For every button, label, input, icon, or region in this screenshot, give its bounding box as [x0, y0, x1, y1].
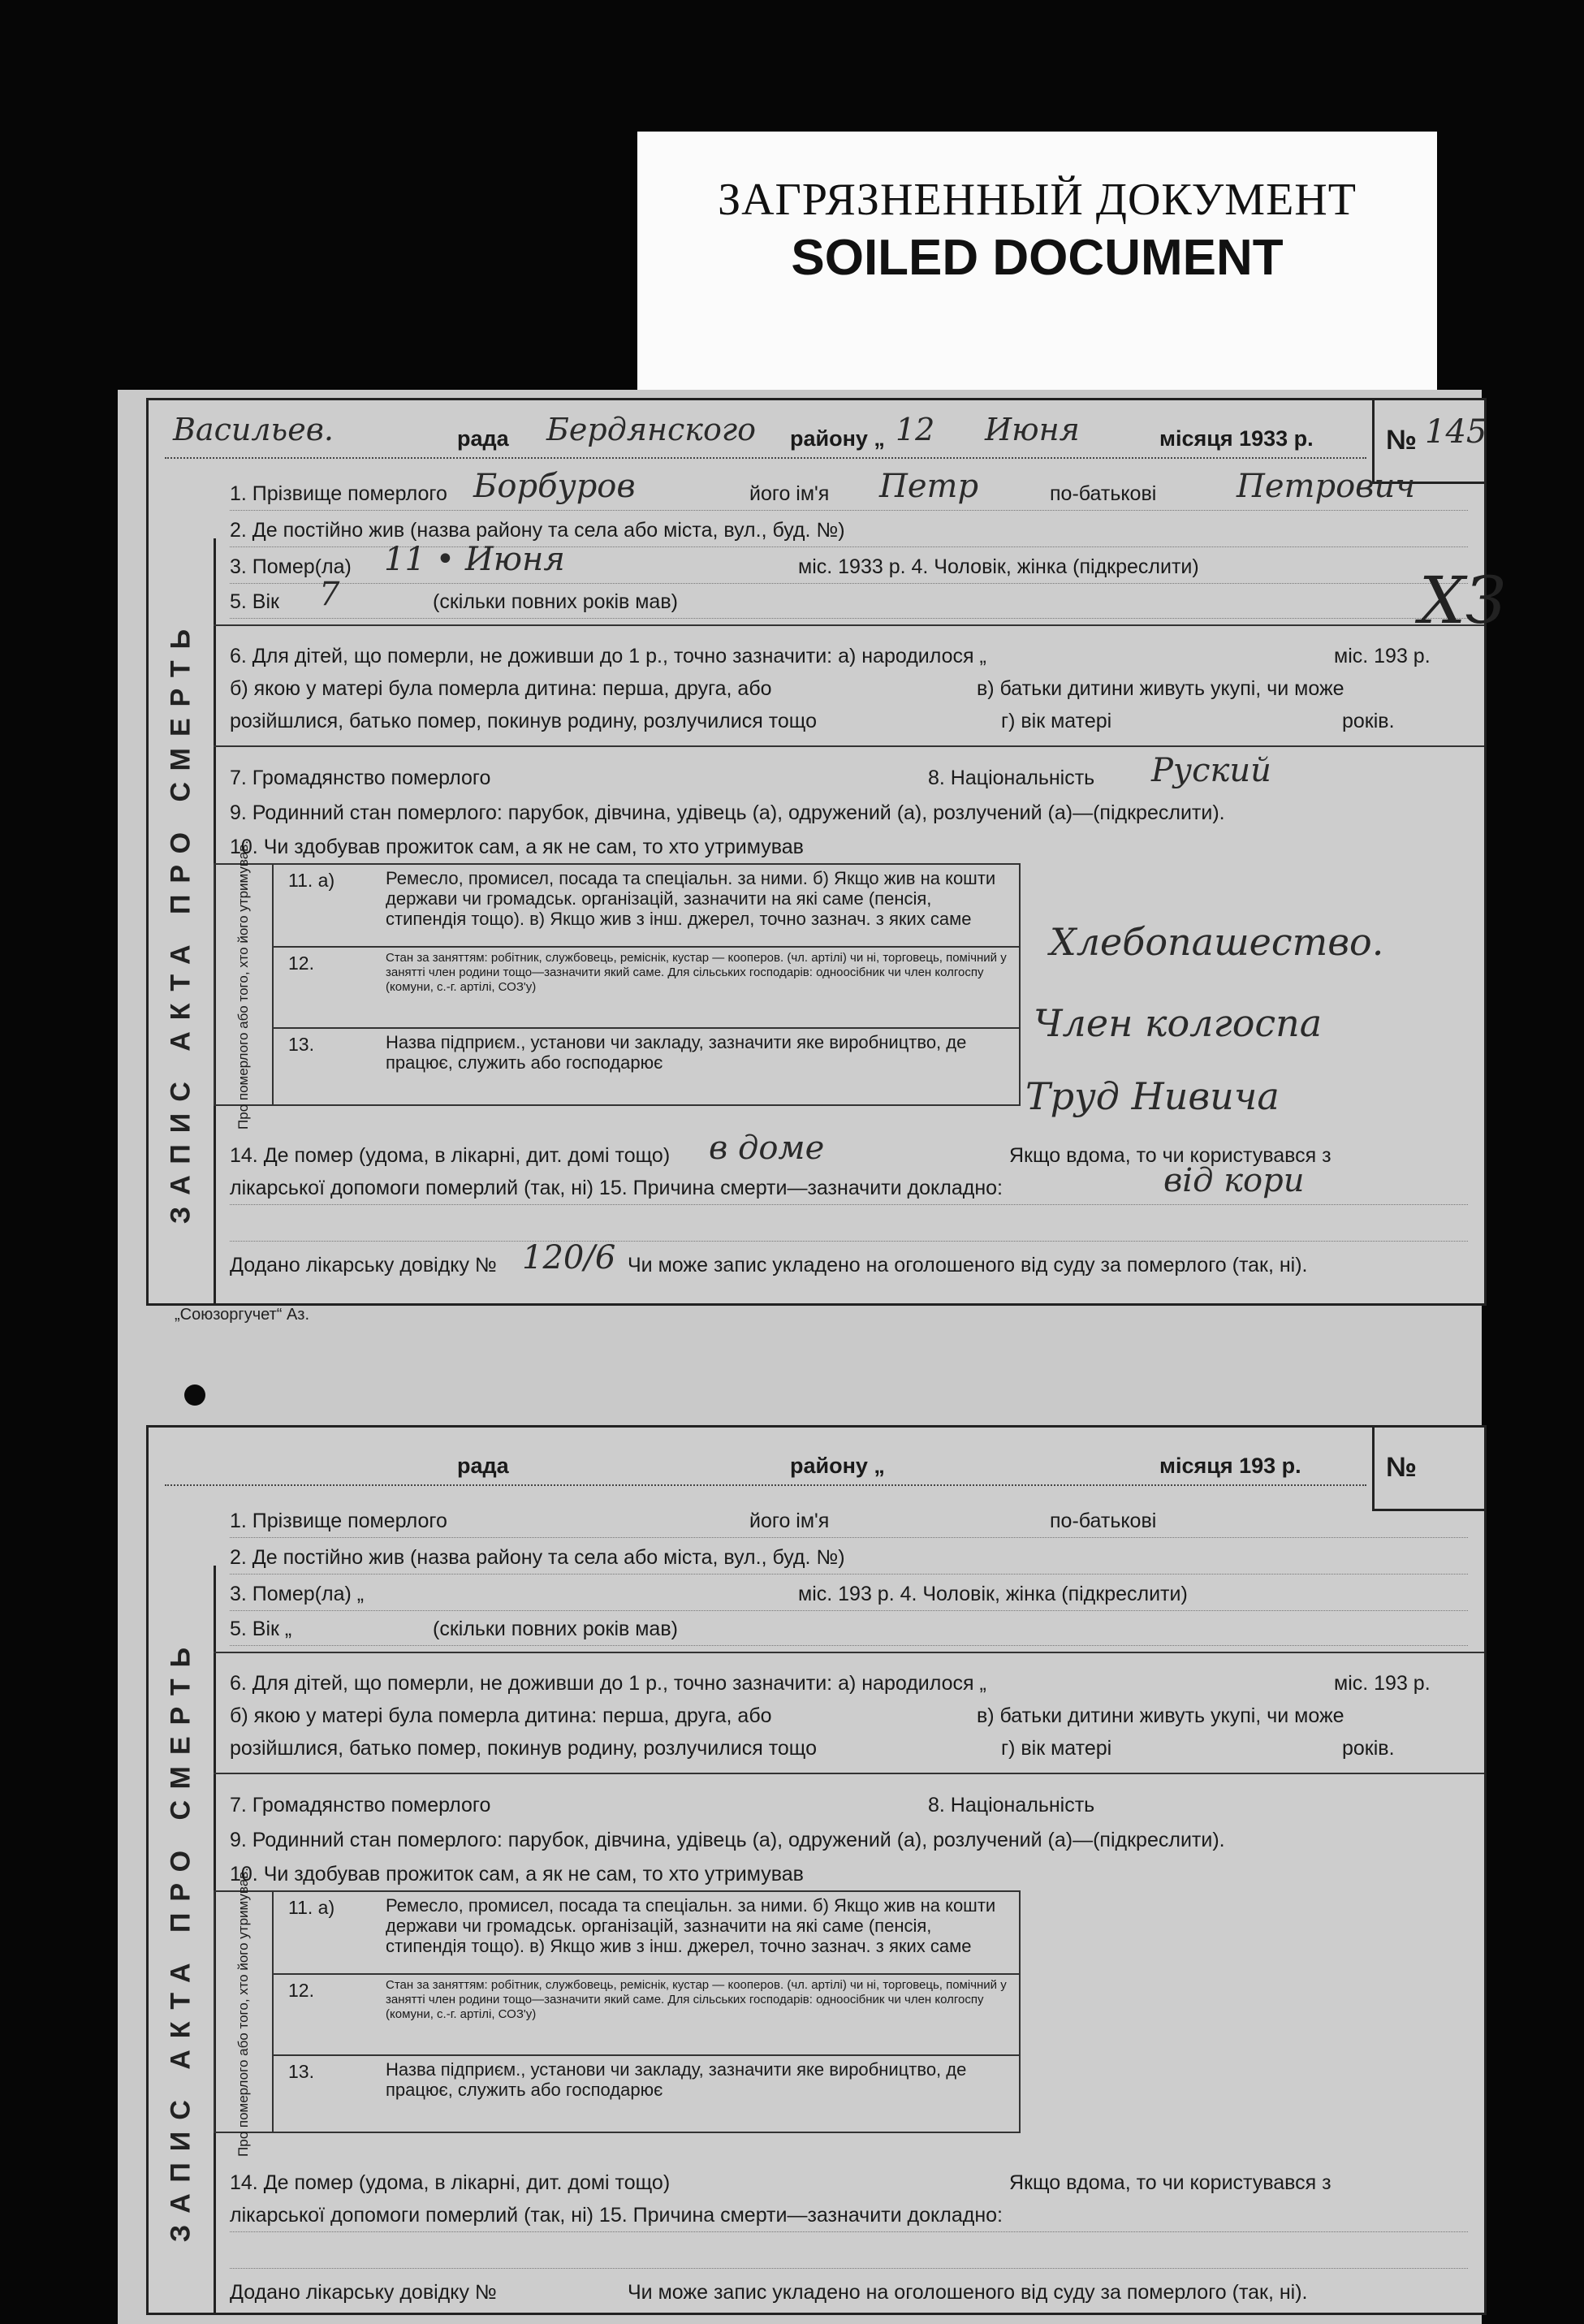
- form2-row-15: лікарської допомоги померлий (так, ні) 15. Причина смерти—зазначити докладно:: [230, 2199, 1468, 2232]
- form1-month-year-label: місяця 1933 р.: [1159, 426, 1314, 451]
- printer-note: „Союзоргучет“ Аз.: [175, 1306, 310, 1324]
- form2-cell-12: 12. Стан за заняттям: робітник, службовець, реміснік, кустар — кооперов. (чл. артілі) чи ні, торговець, помічний у занятті член родини тощо—зазначити який саме. Для сільських господарів: одноосібник чи член колгоспу (комуни, с.-г. артілі, СОЗ'у): [272, 1975, 1019, 2056]
- form2-number-box: [1372, 1428, 1484, 1511]
- form2-occupation-side-label: Про померлого або того, хто його утримував.: [215, 1892, 274, 2132]
- form1-row-2: 2. Де постійно жив (назва району та села або міста, вул., буд. №): [230, 514, 1468, 547]
- form1-place-of-death-hand: в доме: [709, 1130, 825, 1167]
- form2-row-6a: 6. Для дітей, що померли, не доживши до 1 р., точно зазначити: а) народилося „ міс. 193 р.: [230, 1672, 1431, 1695]
- form2-cell-11: 11. а) Ремесло, промисел, посада та спеціальн. за ними. б) Якщо жив на кошти держави чи громадськ. організацій, зазначити на які саме (пенсія, стипендія тощо). в) Якщо жив з інш. джерел, точно зазнач. з яких саме: [272, 1892, 1019, 1975]
- form2-cell-13: 13. Назва підприєм., установи чи закладу, зазначити яке виробництво, де працює, служить або господарює: [288, 2059, 967, 2100]
- form1-occupation-hand: Хлебопашество.: [1050, 920, 1384, 964]
- form2-row-10: 10. Чи здобував прожиток сам, а як не сам, то хто утримував: [230, 1863, 804, 1886]
- form2-row-2: 2. Де постійно жив (назва району та села або міста, вул., буд. №): [230, 1541, 1468, 1575]
- form2-row-16: Додано лікарську довідку № Чи може запис укладено на оголошеного від суду за померлого (так, ні).: [230, 2281, 1308, 2304]
- form1-margin-mark: ХЗ: [1419, 563, 1506, 638]
- form1-row-5: 5. Вік 7 (скільки повних років мав): [230, 585, 1468, 619]
- form1-number-value: 145: [1425, 413, 1487, 451]
- form2-month-year-label: місяця 193 р.: [1159, 1454, 1301, 1478]
- form2-separator-2: [214, 1773, 1484, 1774]
- form1-row-6b: б) якою у матері була померла дитина: перша, друга, або в) батьки дитини живуть укупі, чи може: [230, 677, 1344, 700]
- form1-row-14: 14. Де помер (удома, в лікарні, дит. домі тощо) в доме Якщо вдома, то чи користувався з: [230, 1130, 1332, 1167]
- form1-cell-13: 13. Назва підприєм., установи чи закладу, зазначити яке виробництво, де працює, служить або господарює: [288, 1032, 967, 1073]
- form1-row-blank: [230, 1208, 1468, 1242]
- form1-row-7: 7. Громадянство померлого 8. Національність Руский: [230, 752, 1271, 789]
- form1-day-hand: 12: [896, 412, 935, 447]
- punch-hole: [184, 1384, 205, 1406]
- stamp-line-ru: ЗАГРЯЗНЕННЫЙ ДОКУМЕНТ: [718, 175, 1357, 225]
- form2-row-9: 9. Родинний стан померлого: парубок, дівчина, удівець (а), одружений (а), розлучений (а)—(підкреслити).: [230, 1829, 1225, 1851]
- form2-rada-label: рада: [457, 1454, 509, 1478]
- form1-cell-12: 12. Стан за заняттям: робітник, службовець, реміснік, кустар — кооперов. (чл. артілі) чи ні, торговець, помічний у занятті член родини тощо—зазначити який саме. Для сільських господарів: одноосібник чи член колгоспу (комуни, с.-г. артілі, СОЗ'у): [272, 948, 1019, 1029]
- document-sheet: [118, 390, 1506, 2324]
- form1-occupation-side-label: Про померлого або того, хто його утримував.: [215, 865, 274, 1104]
- form1-death-date-hand: 11 • Июня: [384, 541, 565, 578]
- form1-side-title: ЗАПИС АКТА ПРО СМЕРТЬ: [149, 538, 216, 1303]
- form1-row-3: 3. Помер(ла) 11 • Июня міс. 1933 р. 4. Чоловік, жінка (підкреслити): [230, 551, 1468, 584]
- form1-row-15: лікарської допомоги померлий (так, ні) 15. Причина смерти—зазначити докладно: від кори: [230, 1172, 1468, 1205]
- form2-rayonu-label: району „: [790, 1454, 885, 1478]
- form1-separator: [214, 624, 1484, 626]
- form1-row-9: 9. Родинний стан померлого: парубок, дівчина, удівець (а), одружений (а), розлучений (а)—(підкреслити).: [230, 801, 1225, 824]
- form1-header: [165, 412, 1366, 459]
- stamp-line-en: SOILED DOCUMENT: [791, 230, 1284, 286]
- form1-district-hand: Бердянского: [546, 412, 756, 447]
- form2-separator: [214, 1652, 1484, 1653]
- form1-rada-label: рада: [457, 426, 509, 451]
- form1-cell-11: 11. а) Ремесло, промисел, посада та спеціальн. за ними. б) Якщо жив на кошти держави чи громадськ. організацій, зазначити на які саме (пенсія, стипендія тощо). в) Якщо жив з інш. джерел, точно зазнач. з яких саме: [272, 865, 1019, 948]
- form2-row-6b: б) якою у матері була померла дитина: перша, друга, або в) батьки дитини живуть укупі, чи може: [230, 1704, 1344, 1727]
- form1-row-6a: 6. Для дітей, що померли, не доживши до 1 р., точно зазначити: а) народилося „ міс. 193 р.: [230, 645, 1431, 667]
- form2-row-3: 3. Помер(ла) „ міс. 193 р. 4. Чоловік, жінка (підкреслити): [230, 1578, 1468, 1611]
- form2-row-14: 14. Де помер (удома, в лікарні, дит. домі тощо) Якщо вдома, то чи користувався з: [230, 2171, 1332, 2194]
- form1-row-16: Додано лікарську довідку № 120/6 Чи може запис укладено на оголошеного від суду за померлого (так, ні).: [230, 1239, 1308, 1276]
- form1-council-hand: Васильев.: [173, 412, 334, 447]
- form1-row-1: 1. Прізвище померлого Борбуров його ім'я Петр по-батькові Петрович: [230, 477, 1468, 511]
- form1-age-hand: 7: [319, 576, 340, 613]
- form1-row-6c: розійшлися, батько помер, покинув родину, розлучилися тощо г) вік матері років.: [230, 710, 1395, 732]
- form1-number-label: №: [1386, 425, 1417, 456]
- form1-surname-hand: Борбуров: [473, 468, 636, 505]
- form2-row-blank: [230, 2235, 1468, 2269]
- soiled-document-stamp: [637, 132, 1437, 391]
- form2-row-5: 5. Вік „ (скільки повних років мав): [230, 1613, 1468, 1646]
- form1-patronymic-hand: Петрович: [1237, 468, 1416, 505]
- form1-certificate-hand: 120/6: [522, 1239, 616, 1276]
- form2-side-title: ЗАПИС АКТА ПРО СМЕРТЬ: [149, 1566, 216, 2313]
- form1-nationality-hand: Руский: [1151, 752, 1271, 789]
- form1-separator-2: [214, 745, 1484, 747]
- death-record-form-1: [146, 398, 1506, 1306]
- form2-number-label: №: [1386, 1452, 1417, 1483]
- form2-row-7: 7. Громадянство померлого 8. Національність: [230, 1794, 1095, 1816]
- form1-row-10: 10. Чи здобував прожиток сам, а як не сам, то хто утримував: [230, 836, 804, 858]
- form2-row-6c: розійшлися, батько помер, покинув родину, розлучилися тощо г) вік матері років.: [230, 1737, 1395, 1760]
- death-record-form-2: [146, 1425, 1487, 2315]
- form1-status-hand: Член колгоспа: [1034, 1001, 1323, 1045]
- form1-cause-hand: від кори: [1163, 1162, 1305, 1199]
- form2-header: [165, 1444, 1366, 1486]
- form1-name-hand: Петр: [879, 468, 979, 505]
- form1-month-hand: Июня: [985, 412, 1080, 447]
- form1-rayonu-label: району „: [790, 426, 885, 451]
- form1-workplace-hand: Труд Нивича: [1025, 1074, 1280, 1118]
- form2-row-1: 1. Прізвище померлого його ім'я по-батькові: [230, 1505, 1468, 1538]
